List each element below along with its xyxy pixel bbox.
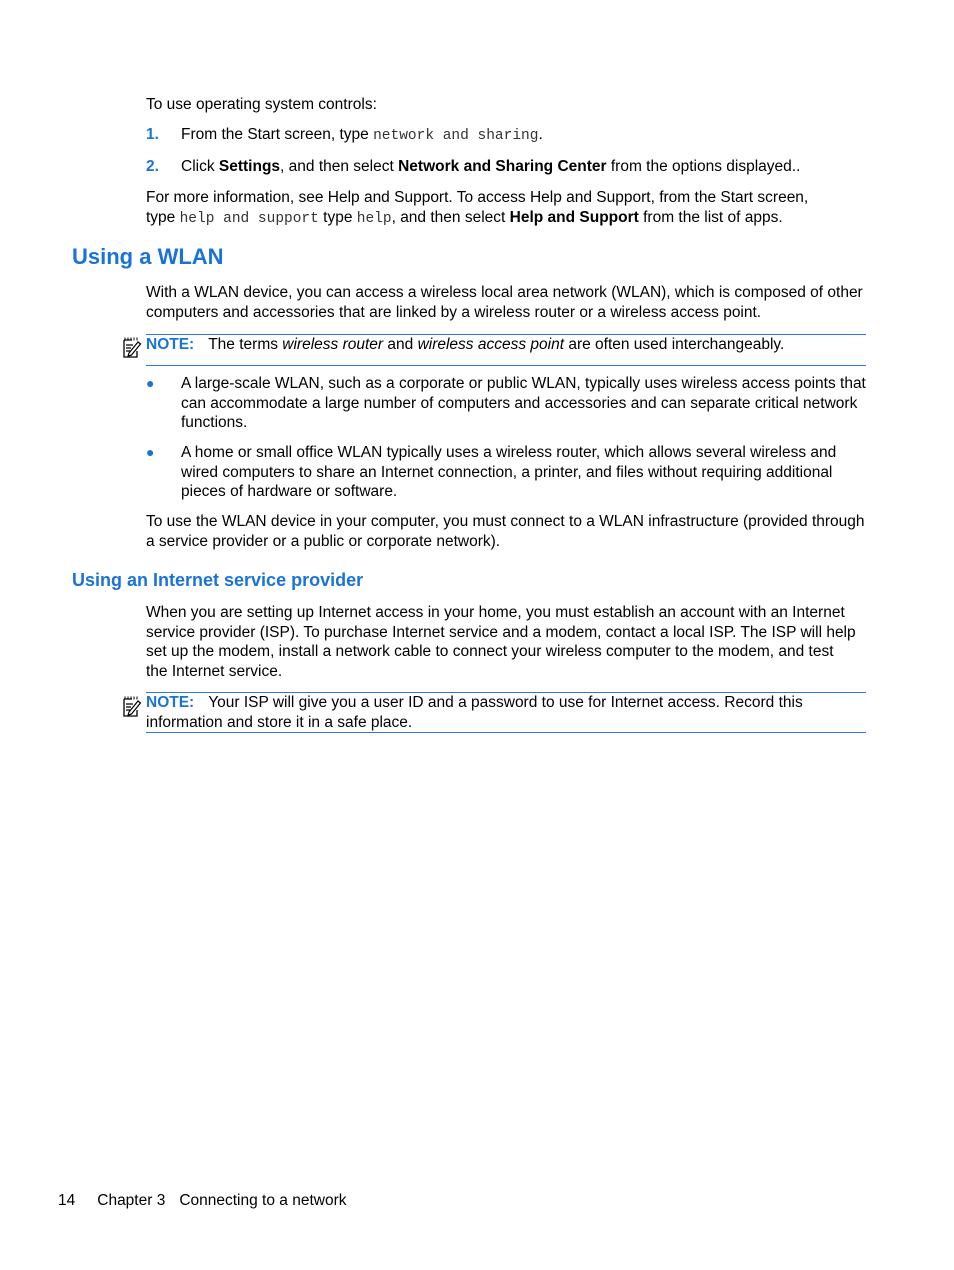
section-heading-wlan: Using a WLAN [72,244,224,269]
isp-paragraph: When you are setting up Internet access in your home, you must establish an account with an Internet service provider (ISP). To purchase Internet service and a modem, contact a local ISP. The ISP will help set up the modem, install a network cable to connect your wireless computer to the modem, and test the Internet service. [146,604,856,680]
bullet-icon: ● [146,444,155,460]
page-number: 14 [58,1192,76,1209]
intro-text: To use operating system controls: [146,96,377,113]
code-text: help and support [179,210,319,227]
note-label: NOTE: [146,694,195,711]
code-text: network and sharing [373,128,539,144]
chapter-title: Connecting to a network [179,1192,347,1209]
code-text: help [356,210,392,227]
wlan-usage-paragraph: To use the WLAN device in your computer, you must connect to a WLAN infrastructure (provided through a service provider or a public or corporate network). [146,513,865,550]
wlan-paragraph: With a WLAN device, you can access a wireless local area network (WLAN), which is composed of other computers and accessories that are linked by a wireless router or a wireless access point. [146,284,863,321]
section-heading-isp: Using an Internet service provider [72,570,364,590]
note-pencil-icon [119,695,143,719]
note-box: NOTE: The terms wireless router and wireless access point are often used interchangeably. [146,334,866,366]
page-footer [58,1191,346,1211]
step-number: 2. [146,158,159,175]
note-label: NOTE: [146,336,195,353]
bullet-icon: ● [146,375,155,391]
note-box: NOTE: Your ISP will give you a user ID and a password to use for Internet access. Record this information and store it in a safe place. [146,692,866,733]
note-pencil-icon [119,336,143,360]
step-1 [0,125,954,147]
chapter-label: Chapter 3 [97,1192,166,1209]
step-2 [0,157,954,179]
step-text: Click Settings, and then select Network and Sharing Center from the options displayed.. [181,158,801,175]
more-info-paragraph: For more information, see Help and Support. To access Help and Support, from the Start screen, type help and support type help, and then select Help and Support from the list of apps. [146,189,809,227]
step-text: From the Start screen, type network and sharing. [181,126,543,144]
step-number: 1. [146,126,159,143]
